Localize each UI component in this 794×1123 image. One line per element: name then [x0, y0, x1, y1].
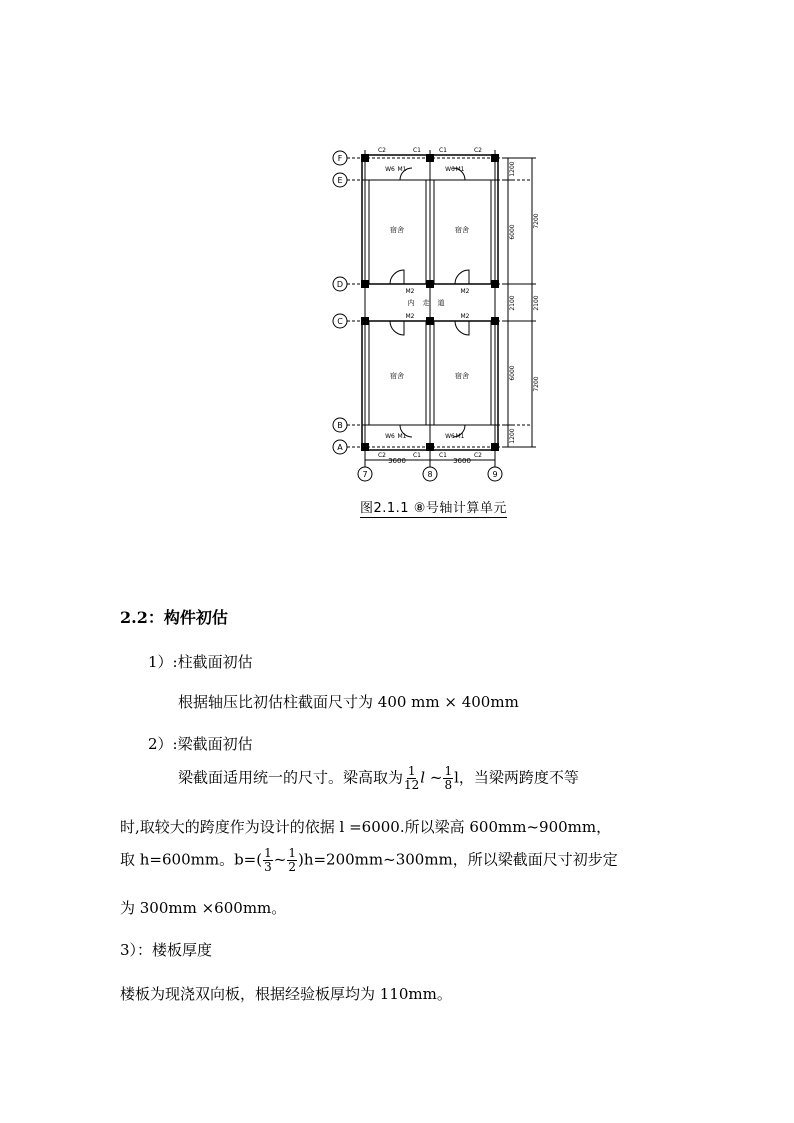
svg-text:D: D: [336, 280, 344, 289]
item3-title: 3）：楼板厚度: [120, 941, 213, 959]
svg-text:B: B: [337, 421, 343, 430]
svg-text:M1: M1: [455, 166, 465, 173]
svg-text:2100: 2100: [533, 295, 540, 311]
fraction-1-12: $\frac{1}{12}$: [404, 764, 420, 792]
svg-text:6000: 6000: [509, 365, 516, 381]
svg-text:1200: 1200: [509, 428, 516, 444]
svg-text:W6: W6: [445, 166, 455, 173]
section-title: 2.2：构件初估: [120, 608, 228, 627]
item2-paragraph-line4: 为 300mm ×600mm。: [120, 899, 287, 917]
svg-text:8: 8: [427, 470, 433, 479]
svg-text:M2: M2: [460, 288, 470, 295]
svg-text:C2: C2: [377, 147, 387, 154]
svg-text:3600: 3600: [453, 457, 471, 465]
floor-plan-figure: [300, 140, 560, 520]
svg-text:2100: 2100: [509, 295, 516, 311]
svg-text:宿舍: 宿舍: [455, 226, 469, 234]
svg-text:宿舍: 宿舍: [390, 226, 404, 234]
svg-text:M1: M1: [397, 166, 407, 173]
svg-text:7200: 7200: [533, 376, 540, 392]
item1-title: 1）:柱截面初估: [148, 653, 253, 671]
item2-title: 2）:梁截面初估: [148, 735, 253, 753]
svg-text:宿舍: 宿舍: [390, 372, 404, 380]
svg-text:3600: 3600: [388, 457, 406, 465]
svg-text:7: 7: [362, 470, 368, 479]
item2-paragraph-line2: 时,取较大的跨度作为设计的依据 l =6000.所以梁高 600mm~900mm，: [120, 818, 612, 836]
svg-text:W6: W6: [445, 433, 455, 440]
svg-text:9: 9: [492, 470, 498, 479]
figure-caption: 图2.1.1 ⑧号轴计算单元: [360, 497, 507, 518]
svg-text:M1: M1: [397, 433, 407, 440]
svg-text:E: E: [337, 176, 343, 185]
svg-text:6000: 6000: [509, 224, 516, 240]
svg-text:C2: C2: [473, 452, 483, 459]
svg-text:W6: W6: [385, 166, 395, 173]
svg-text:M2: M2: [405, 288, 415, 295]
svg-text:C2: C2: [473, 147, 483, 154]
svg-text:内走道: 内走道: [407, 299, 453, 307]
svg-text:C2: C2: [377, 452, 387, 459]
svg-text:C: C: [337, 317, 343, 326]
svg-text:M2: M2: [460, 313, 470, 320]
svg-text:宿舍: 宿舍: [455, 372, 469, 380]
svg-text:A: A: [337, 443, 343, 452]
fraction-1-3: $\frac{1}{3}$: [264, 846, 272, 874]
svg-text:W6: W6: [385, 433, 395, 440]
svg-text:M2: M2: [405, 313, 415, 320]
svg-text:7200: 7200: [533, 213, 540, 229]
item1-text: 根据轴压比初估柱截面尺寸为 400 mm × 400mm: [178, 693, 519, 711]
floor-plan-drawing: [300, 140, 560, 500]
svg-text:F: F: [337, 154, 343, 163]
item2-paragraph-line3: 取 h=600mm。b=( $\frac{1}{3}$ ~ $\frac{1}{2}$ )h=200mm~300mm，所以梁截面尺寸初步定: [120, 846, 618, 874]
svg-text:1200: 1200: [509, 161, 516, 177]
fraction-1-8: $\frac{1}{8}$: [444, 764, 453, 792]
fraction-1-2: $\frac{1}{2}$: [288, 846, 296, 874]
svg-text:M1: M1: [455, 433, 465, 440]
svg-text:C1: C1: [412, 147, 422, 154]
item3-text: 楼板为现浇双向板，根据经验板厚均为 110mm。: [120, 985, 452, 1003]
item2-paragraph-line1: 梁截面适用统一的尺寸。梁高取为 $\frac{1}{12}$ l ~ $\frac{1}{8}$ l，当梁两跨度不等: [178, 764, 579, 792]
svg-text:C1: C1: [438, 147, 448, 154]
svg-text:C1: C1: [412, 452, 422, 459]
svg-text:C1: C1: [438, 452, 448, 459]
